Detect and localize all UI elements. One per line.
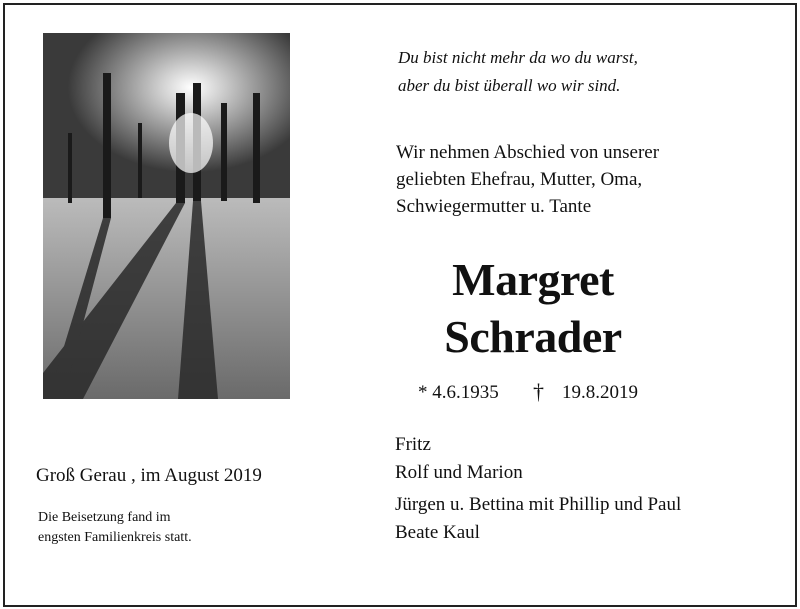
birth-date: * 4.6.1935 [418, 382, 499, 403]
tree-photo [43, 33, 290, 399]
family-line-1: Fritz [395, 434, 431, 455]
intro-line-3: Schwiegermutter u. Tante [396, 196, 592, 217]
burial-note [38, 508, 192, 548]
first-name: Margret [452, 254, 614, 305]
intro-line-2: geliebten Ehefrau, Mutter, Oma, [396, 169, 643, 190]
note-line-1: Die Beisetzung fand im [38, 510, 171, 525]
family-line-4: Beate Kaul [395, 522, 480, 543]
death-date: 19.8.2019 [562, 382, 638, 403]
place-date: Groß Gerau , im August 2019 [36, 465, 262, 486]
cross-icon: † [533, 379, 544, 404]
last-name: Schrader [444, 311, 622, 362]
family-line-3: Jürgen u. Bettina mit Phillip und Paul [395, 494, 682, 515]
family-line-2: Rolf und Marion [395, 462, 523, 483]
note-line-2: engsten Familienkreis statt. [38, 530, 192, 545]
intro-line-1: Wir nehmen Abschied von unserer [396, 142, 660, 163]
quote-line-2: aber du bist überall wo wir sind. [398, 76, 621, 95]
quote-line-1: Du bist nicht mehr da wo du warst, [398, 48, 638, 67]
